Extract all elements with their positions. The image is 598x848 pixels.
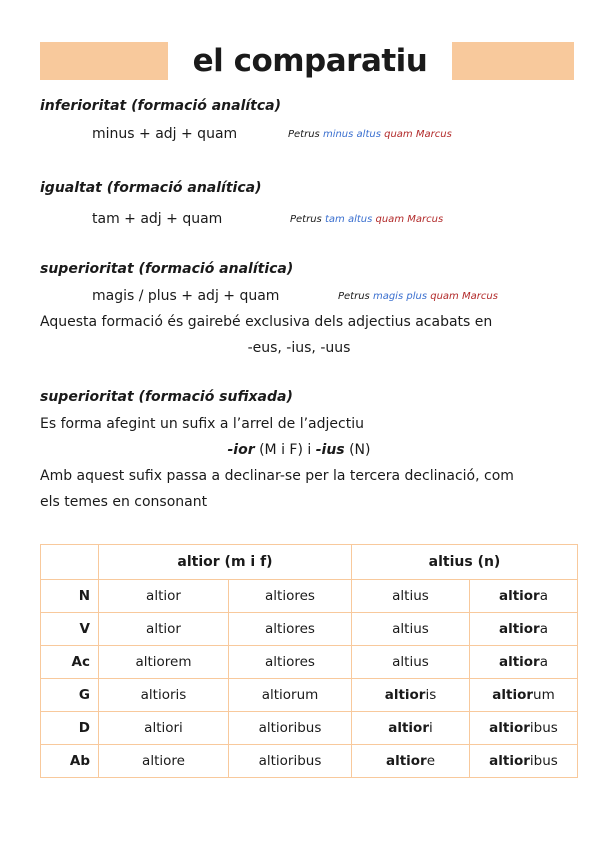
cell: altioris	[352, 679, 470, 712]
example-igualtat: Petrus tam altus quam Marcus	[290, 214, 444, 225]
cell: altiora	[470, 646, 578, 679]
cell: altiorem	[99, 646, 229, 679]
cell: altiorum	[229, 679, 352, 712]
table-row	[41, 613, 578, 646]
case-label: D	[41, 712, 99, 745]
cell: altior	[99, 613, 229, 646]
page-title: el comparatiu	[192, 43, 428, 79]
cell: altioribus	[229, 745, 352, 778]
cell: altiori	[352, 712, 470, 745]
note-endings: -eus, -ius, -uus	[247, 340, 351, 356]
sufix-line3: Amb aquest sufix passa a declinar-se per la tercera declinació, com	[40, 468, 514, 484]
cell: altius	[352, 613, 470, 646]
formula-superioritat: magis / plus + adj + quam	[92, 288, 280, 304]
cell: altioribus	[470, 712, 578, 745]
table-row	[41, 712, 578, 745]
cell: altioribus	[470, 745, 578, 778]
sufix-line4: els temes en consonant	[40, 494, 208, 510]
cell: altiores	[229, 646, 352, 679]
cell: altiore	[352, 745, 470, 778]
header-empty	[41, 545, 99, 580]
cell: altius	[352, 646, 470, 679]
case-label: Ab	[41, 745, 99, 778]
heading-inferioritat: inferioritat (formació analítca)	[40, 98, 282, 114]
heading-superioritat-analitica: superioritat (formació analítica)	[40, 261, 294, 277]
table-row	[41, 580, 578, 613]
cell: altioribus	[229, 712, 352, 745]
table-row	[41, 745, 578, 778]
header-n: altius (n)	[352, 545, 578, 580]
cell: altior	[99, 580, 229, 613]
heading-superioritat-sufixada: superioritat (formació sufixada)	[40, 389, 293, 405]
cell: altiore	[99, 745, 229, 778]
sufix-line2: -ior (M i F) i -ius (N)	[227, 442, 371, 458]
case-label: N	[41, 580, 99, 613]
heading-igualtat: igualtat (formació analítica)	[40, 180, 262, 196]
cell: altiorum	[470, 679, 578, 712]
cell: altioris	[99, 679, 229, 712]
cell: altiores	[229, 580, 352, 613]
title-bar-left	[40, 42, 168, 80]
cell: altiora	[470, 580, 578, 613]
case-label: Ac	[41, 646, 99, 679]
declension-table	[40, 544, 578, 778]
note-exclusiva: Aquesta formació és gairebé exclusiva dels adjectius acabats en	[40, 314, 493, 330]
cell: altius	[352, 580, 470, 613]
cell: altiora	[470, 613, 578, 646]
example-superioritat: Petrus magis plus quam Marcus	[338, 291, 498, 302]
table-header-row	[41, 545, 578, 580]
table-row	[41, 679, 578, 712]
example-inferioritat: Petrus minus altus quam Marcus	[288, 129, 452, 140]
header-mf: altior (m i f)	[99, 545, 352, 580]
sufix-line1: Es forma afegint un sufix a l’arrel de l’adjectiu	[40, 416, 364, 432]
case-label: V	[41, 613, 99, 646]
case-label: G	[41, 679, 99, 712]
formula-igualtat: tam + adj + quam	[92, 211, 223, 227]
formula-inferioritat: minus + adj + quam	[92, 126, 238, 142]
cell: altiori	[99, 712, 229, 745]
table-row	[41, 646, 578, 679]
title-bar-right	[452, 42, 574, 80]
cell: altiores	[229, 613, 352, 646]
